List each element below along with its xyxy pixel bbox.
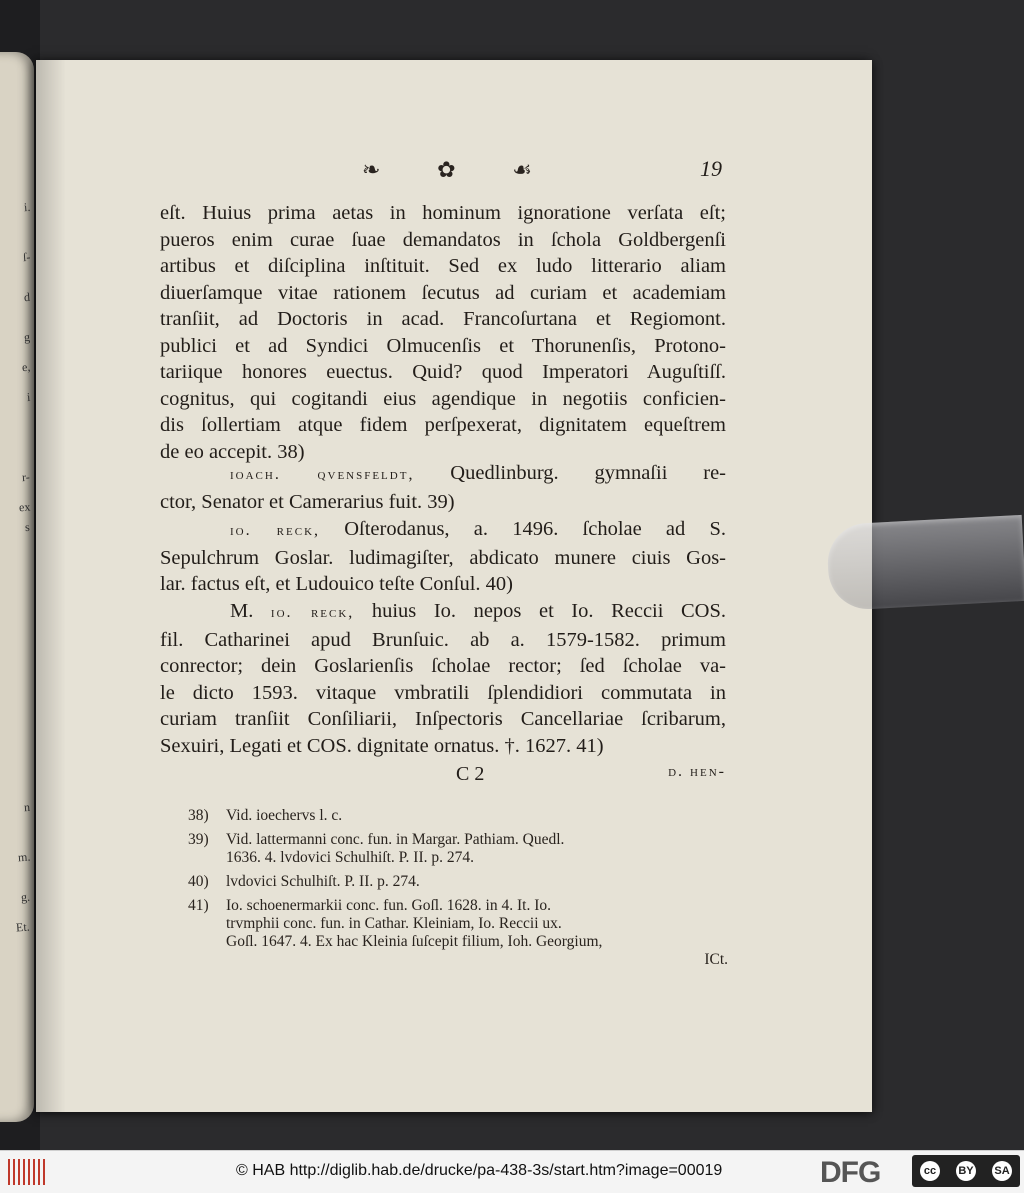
text-span: Quedlinburg. gymnaſii re-	[414, 462, 726, 484]
text-line: diuerſamque vitae rationem ſecutus ad curiam et academiam	[160, 281, 726, 304]
footnote-number: 39)	[188, 831, 209, 848]
text-span: M.	[230, 600, 254, 622]
text-span: huius Io. nepos et Io. Reccii COS.	[354, 600, 726, 622]
previous-page-edge	[0, 52, 34, 1122]
text-line: fil. Catharinei apud Brunſuic. ab a. 1579-1582. primum	[160, 628, 726, 651]
paragraph-3	[160, 516, 726, 598]
footnote-38	[188, 807, 728, 825]
previous-page-fragment: g	[23, 329, 31, 345]
flower-icon: ✿	[437, 157, 456, 182]
footnotes	[188, 807, 728, 975]
previous-page-fragment: m.	[17, 849, 31, 865]
footnote-text: trvmphii conc. fun. in Cathar. Kleiniam, Io. Reccii ux.	[226, 915, 562, 932]
previous-page-fragment: i.	[23, 199, 31, 215]
previous-page-fragment: r-	[21, 469, 31, 485]
text-line	[160, 598, 726, 627]
flourish-left-icon: ❧	[362, 157, 381, 182]
person-name: ioach. qvensfeldt,	[230, 466, 415, 483]
text-line: Sepulchrum Goslar. ludimagiſter, abdicato munere ciuis Gos-	[160, 546, 726, 569]
cc-license-badge[interactable]	[912, 1155, 1020, 1187]
text-line: de eo accepit. 38)	[160, 440, 305, 463]
previous-page-fragment: n	[23, 799, 31, 815]
footnote-number: 38)	[188, 807, 209, 824]
footnote-text: ICt.	[704, 951, 728, 968]
by-icon: BY	[956, 1161, 976, 1181]
text-line: Sexuiri, Legati et COS. dignitate ornatus. †. 1627. 41)	[160, 734, 604, 757]
text-line: conrector; dein Goslarienſis ſcholae rector; ſed ſcholae va-	[160, 655, 726, 677]
previous-page-fragment: s	[24, 519, 31, 535]
footnote-40	[188, 873, 728, 891]
glass-page-clip	[826, 515, 1024, 611]
text-line: eſt. Huius prima aetas in hominum ignoratione verſata eſt;	[160, 202, 726, 224]
text-line	[160, 460, 726, 489]
previous-page-fragment: e,	[21, 359, 31, 375]
text-line: tariique honores euectus. Quid? quod Imperatori Auguſtiſſ.	[160, 361, 726, 383]
footnote-39	[188, 831, 728, 867]
text-line: artibus et diſciplina inſtituit. Sed ex ludo litterario aliam	[160, 255, 726, 277]
paragraph-1	[160, 200, 726, 465]
footnote-text: Vid. lattermanni conc. fun. in Margar. Pathiam. Quedl.	[226, 831, 565, 848]
previous-page-fragment: ſ-	[22, 249, 31, 265]
signature-mark: C 2	[456, 763, 485, 785]
hab-logo-icon	[8, 1159, 48, 1185]
viewer-footer	[0, 1150, 1024, 1193]
text-line	[160, 516, 726, 545]
previous-page-fragment: i	[26, 389, 31, 405]
paragraph-2	[160, 460, 726, 515]
text-line: curiam tranſiit Conſiliarii, Inſpectoris Cancellariae ſcribarum,	[160, 708, 726, 730]
cc-icon: cc	[920, 1161, 940, 1181]
text-line: cognitus, qui cogitandi eius agendique in negotiis conficien-	[160, 387, 726, 410]
text-line: lar. factus eſt, et Ludouico teſte Conſul. 40)	[160, 573, 513, 595]
footnote-text: lvdovici Schulhiſt. P. II. p. 274.	[226, 873, 420, 890]
catchword: d. hen-	[668, 763, 726, 780]
sa-icon: SA	[992, 1161, 1012, 1181]
dfg-logo: DFG	[820, 1156, 881, 1189]
text-line: pueros enim curae ſuae demandatos in ſchola Goldbergenſi	[160, 228, 726, 251]
text-line: dis ſollertiam atque fidem perſpexerat, dignitatem equeſtrem	[160, 414, 726, 436]
person-name: io. reck,	[270, 604, 355, 621]
footnote-text: Vid. ioechervs l. c.	[226, 807, 343, 824]
text-line: publici et ad Syndici Olmucenſis et Thorunenſis, Protono-	[160, 334, 726, 357]
previous-page-fragment: g.	[20, 889, 31, 905]
header-ornament	[362, 155, 532, 185]
text-line: le dicto 1593. vitaque vmbratili ſplendidiori commutata in	[160, 681, 726, 704]
footnote-text: Goſl. 1647. 4. Ex hac Kleinia ſuſcepit filium, Ioh. Georgium,	[226, 933, 603, 950]
flourish-right-icon: ☙	[512, 157, 532, 182]
text-line: tranſiit, ad Doctoris in acad. Francoſurtana et Regiomont.	[160, 308, 726, 330]
previous-page-fragment: d	[23, 289, 31, 305]
footnote-text: 1636. 4. lvdovici Schulhiſt. P. II. p. 274.	[226, 849, 474, 866]
previous-page-fragment: Et.	[15, 919, 31, 935]
page-number: 19	[700, 156, 722, 181]
footnote-text: Io. schoenermarkii conc. fun. Goſl. 1628. in 4. It. Io.	[226, 897, 551, 914]
footnote-number: 40)	[188, 873, 209, 890]
catchline	[160, 763, 726, 789]
text-span: Oſterodanus, a. 1496. ſcholae ad S.	[320, 518, 726, 540]
footnote-41	[188, 897, 728, 969]
previous-page-fragment: ex	[18, 499, 31, 515]
footnote-number: 41)	[188, 897, 209, 914]
text-line: ctor, Senator et Camerarius fuit. 39)	[160, 490, 455, 513]
paragraph-4	[160, 598, 726, 759]
person-name: io. reck,	[230, 522, 321, 539]
copyright-link[interactable]: © HAB http://diglib.hab.de/drucke/pa-438-3s/start.htm?image=00019	[236, 1162, 723, 1179]
